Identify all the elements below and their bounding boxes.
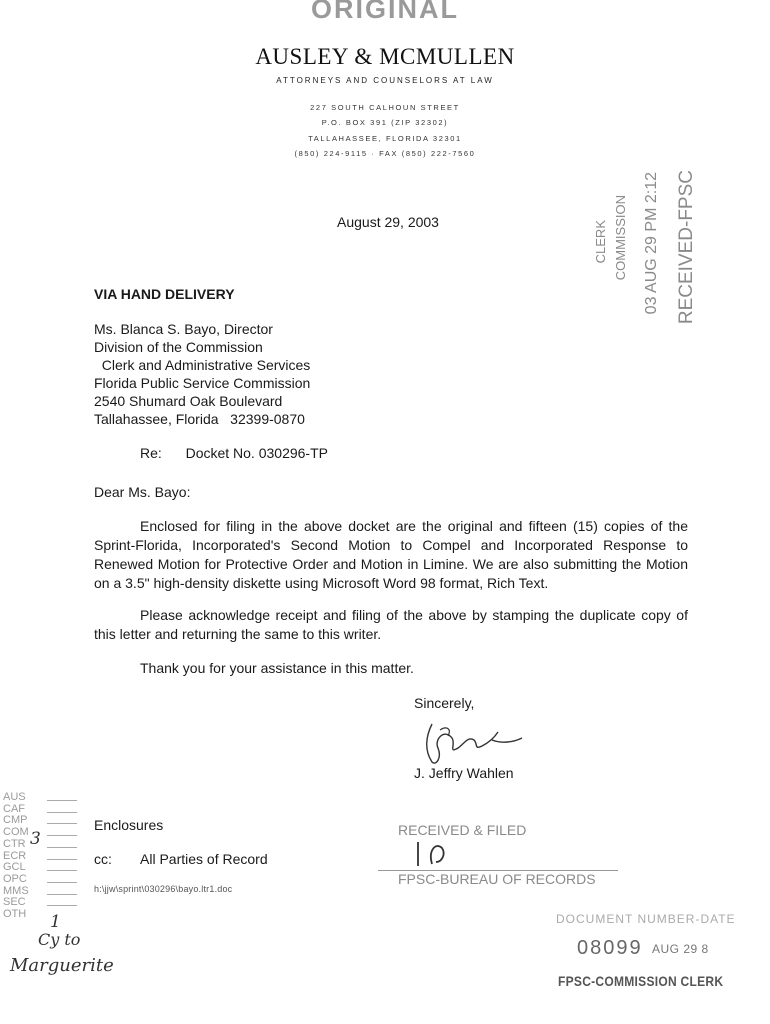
- body-paragraph-3: [94, 659, 688, 678]
- routing-codes: [3, 792, 29, 921]
- firm-address-phone: (850) 224-9115 · FAX (850) 222-7560: [294, 149, 476, 158]
- recipient-line: Clerk and Administrative Services: [94, 357, 311, 373]
- firm-subtitle: ATTORNEYS AND COUNSELORS AT LAW: [276, 76, 494, 85]
- re-label: Re:: [140, 445, 162, 461]
- received-date-stamp: 03 AUG 29 PM 2:12: [643, 172, 660, 315]
- commission-clerk-stamp: FPSC-COMMISSION CLERK: [558, 973, 724, 989]
- paragraph-text: Please acknowledge receipt and filing of the above by stamping the duplicate copy of this letter and returning the same to this writer.: [94, 607, 688, 642]
- recipient-address: [94, 320, 310, 428]
- salutation: Dear Ms. Bayo:: [94, 484, 191, 500]
- received-fpsc-stamp: RECEIVED-FPSC: [676, 170, 697, 325]
- document-number: 08099: [577, 937, 643, 959]
- cc-value: All Parties of Record: [140, 851, 268, 867]
- firm-address-street: 227 SOUTH CALHOUN STREET: [310, 103, 460, 112]
- routing-code: CTR: [3, 839, 29, 851]
- recipient-line: Tallahassee, Florida 32399-0870: [94, 411, 305, 427]
- original-stamp: ORIGINAL: [311, 0, 459, 24]
- routing-code: COM: [3, 827, 29, 839]
- body-paragraph-2: [94, 606, 688, 644]
- signer-name: J. Jeffry Wahlen: [414, 765, 514, 781]
- recipient-line: Division of the Commission: [94, 339, 263, 355]
- received-clerk-stamp: CLERK: [593, 220, 608, 264]
- received-commission-stamp: COMMISSION: [613, 195, 628, 281]
- routing-code: CMP: [3, 815, 29, 827]
- cc-label: cc:: [94, 851, 112, 867]
- document-date: AUG 29 8: [652, 942, 709, 956]
- firm-address-city: TALLAHASSEE, FLORIDA 32301: [308, 134, 462, 143]
- received-filed-stamp: RECEIVED & FILED: [398, 822, 527, 838]
- document-number-label: DOCUMENT NUMBER-DATE: [556, 912, 736, 926]
- routing-code: AUS: [3, 792, 29, 804]
- received-initials: [410, 838, 460, 870]
- routing-code: OPC: [3, 874, 29, 886]
- recipient-line: Ms. Blanca S. Bayo, Director: [94, 321, 273, 337]
- letter-date: August 29, 2003: [337, 214, 439, 230]
- routing-code: MMS: [3, 886, 29, 898]
- docket-number: Docket No. 030296-TP: [185, 445, 328, 461]
- body-paragraph-1: [94, 517, 688, 593]
- re-line: [140, 445, 328, 461]
- oth-handwritten-note: Cy to: [38, 930, 81, 949]
- routing-code: CAF: [3, 804, 29, 816]
- firm-name: AUSLEY & MCMULLEN: [255, 44, 515, 69]
- routing-code: ECR: [3, 851, 29, 863]
- paragraph-text: Thank you for your assistance in this matter.: [140, 660, 414, 676]
- handwritten-name: Marguerite: [10, 955, 114, 976]
- closing: Sincerely,: [414, 695, 475, 711]
- bureau-of-records-stamp: FPSC-BUREAU OF RECORDS: [398, 871, 596, 887]
- sec-handwritten-mark: 1: [50, 912, 61, 932]
- recipient-line: Florida Public Service Commission: [94, 375, 311, 391]
- paragraph-text: Enclosed for filing in the above docket are the original and fifteen (15) copies of the Sprint-Florida, Incorporated's Second Motion to Compel and Incorporated Response to Renewed Motion for Protective Order and Motion in Limine. We are also submitting the Motion on a 3.5" high-density diskette using Microsoft Word 98 format, Rich Text.: [94, 518, 688, 591]
- recipient-line: 2540 Shumard Oak Boulevard: [94, 393, 283, 409]
- routing-code: GCL: [3, 862, 29, 874]
- com-handwritten-mark: 3: [30, 829, 41, 849]
- signature-image: [418, 718, 528, 768]
- firm-address-pobox: P.O. BOX 391 (ZIP 32302): [321, 118, 449, 127]
- routing-code: OTH: [3, 908, 27, 921]
- delivery-method: VIA HAND DELIVERY: [94, 286, 235, 302]
- routing-code: SEC: [3, 897, 29, 909]
- enclosures: Enclosures: [94, 817, 164, 833]
- file-path: h:\jjw\sprint\030296\bayo.ltr1.doc: [94, 884, 233, 894]
